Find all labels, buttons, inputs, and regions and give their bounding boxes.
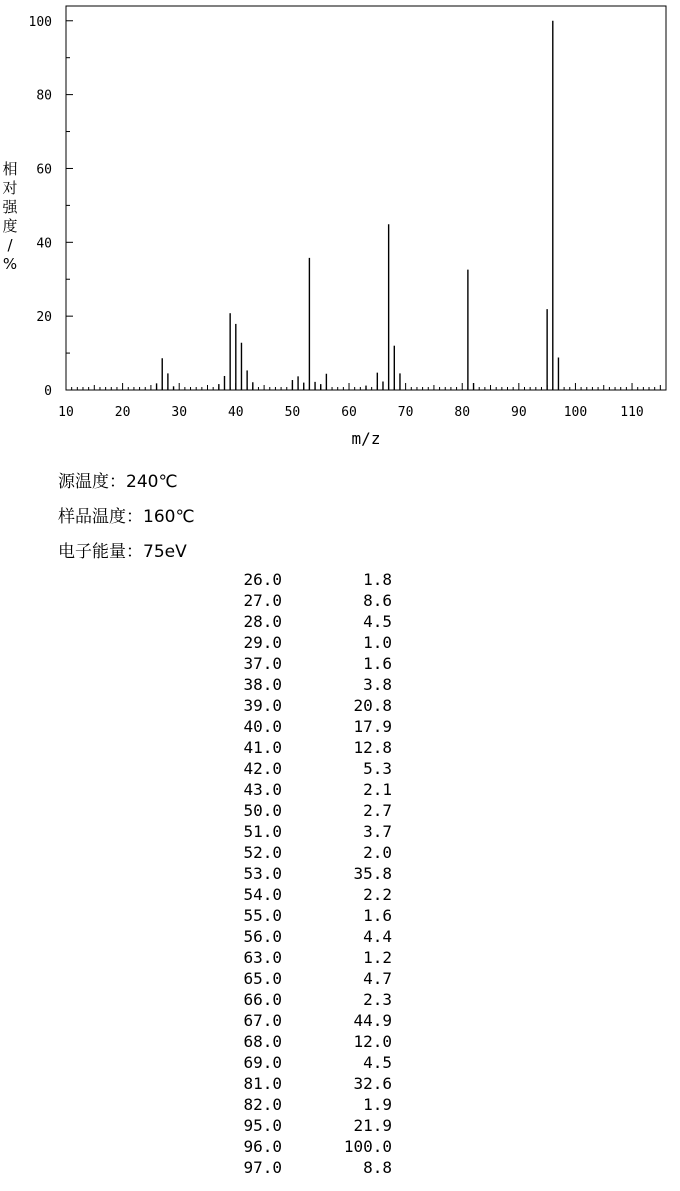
peak-intensity: 4.5: [363, 1053, 392, 1072]
peak-row: [230, 821, 392, 842]
peak-row: [230, 989, 392, 1010]
peak-intensity: 8.8: [363, 1158, 392, 1177]
x-tick-label: 40: [227, 405, 244, 420]
peak-intensity: 1.0: [363, 633, 392, 652]
peak-row: [230, 884, 392, 905]
peak-row: [230, 947, 392, 968]
x-tick-label: 50: [284, 405, 301, 420]
y-tick-label: 20: [36, 310, 52, 326]
y-tick-label: 100: [28, 14, 52, 30]
peak-intensity: 8.6: [363, 591, 392, 610]
peak-mz: 27.0: [243, 591, 282, 610]
peak-mz: 67.0: [243, 1011, 282, 1030]
plot-frame: [66, 6, 666, 390]
x-tick-label: 80: [454, 405, 471, 420]
peak-row: [230, 716, 392, 737]
peak-row: [230, 842, 392, 863]
peak-row: [230, 758, 392, 779]
peak-mz: 29.0: [243, 633, 282, 652]
peak-mz: 65.0: [243, 969, 282, 988]
x-axis-ticks: [58, 383, 666, 420]
peak-mz: 28.0: [243, 612, 282, 631]
peak-row: [230, 611, 392, 632]
peak-row: [230, 863, 392, 884]
y-tick-label: 80: [36, 88, 52, 104]
peak-row: [230, 674, 392, 695]
peak-mz: 43.0: [243, 780, 282, 799]
x-tick-label: 30: [171, 405, 188, 420]
peak-row: [230, 1052, 392, 1073]
y-tick-label: 40: [36, 236, 52, 252]
peak-row: [230, 779, 392, 800]
peak-intensity: 44.9: [353, 1011, 392, 1030]
y-axis-title-char: 度: [2, 217, 18, 235]
peak-mz: 26.0: [243, 570, 282, 589]
peak-intensity: 32.6: [353, 1074, 392, 1093]
peak-mz: 82.0: [243, 1095, 282, 1114]
peak-mz: 95.0: [243, 1116, 282, 1135]
peak-mz: 54.0: [243, 885, 282, 904]
peak-row: [230, 1136, 392, 1157]
peak-intensity: 1.6: [363, 654, 392, 673]
peak-mz: 53.0: [243, 864, 282, 883]
peak-mz: 66.0: [243, 990, 282, 1009]
peak-intensity: 21.9: [353, 1116, 392, 1135]
peak-mz: 41.0: [243, 738, 282, 757]
peak-intensity: 2.0: [363, 843, 392, 862]
y-tick-label: 60: [36, 162, 52, 178]
peak-row: [230, 632, 392, 653]
peak-row: [230, 1073, 392, 1094]
mass-spectrum-chart: [0, 0, 680, 460]
peak-mz: 39.0: [243, 696, 282, 715]
peak-mz: 55.0: [243, 906, 282, 925]
peak-intensity: 20.8: [353, 696, 392, 715]
peak-intensity: 1.9: [363, 1095, 392, 1114]
peak-row: [230, 590, 392, 611]
x-axis-title: m/z: [351, 429, 381, 448]
x-tick-label: 20: [114, 405, 131, 420]
peak-intensity: 35.8: [353, 864, 392, 883]
y-axis-title: [2, 160, 18, 273]
peak-intensity: 4.5: [363, 612, 392, 631]
peak-row: [230, 800, 392, 821]
peak-intensity: 17.9: [353, 717, 392, 736]
peak-intensity: 3.7: [363, 822, 392, 841]
y-axis-title-char: 对: [2, 179, 18, 197]
peak-row: [230, 1031, 392, 1052]
y-axis-title-char: /: [7, 236, 13, 254]
peak-intensity: 1.6: [363, 906, 392, 925]
peak-row: [230, 1094, 392, 1115]
y-axis-title-char: 相: [2, 160, 18, 178]
peak-intensity: 4.7: [363, 969, 392, 988]
peak-intensity: 3.8: [363, 675, 392, 694]
peak-intensity: 5.3: [363, 759, 392, 778]
x-tick-label: 70: [397, 405, 414, 420]
peak-mz: 97.0: [243, 1158, 282, 1177]
peak-intensity: 100.0: [343, 1137, 392, 1156]
peak-row: [230, 695, 392, 716]
y-tick-label: 0: [44, 384, 52, 399]
x-tick-label: 100: [563, 405, 588, 420]
peak-mz: 37.0: [243, 654, 282, 673]
x-tick-label: 60: [341, 405, 357, 420]
peak-intensity: 4.4: [363, 927, 392, 946]
peak-mz: 68.0: [243, 1032, 282, 1051]
peak-mz: 40.0: [243, 717, 282, 736]
source-temperature: 源温度：240℃: [58, 472, 178, 492]
peak-intensity: 1.2: [363, 948, 392, 967]
electron-energy: 电子能量：75eV: [58, 542, 187, 562]
y-axis-title-char: %: [2, 255, 18, 273]
peak-row: [230, 926, 392, 947]
peak-mz: 50.0: [243, 801, 282, 820]
peak-intensity: 2.2: [363, 885, 392, 904]
peak-row: [230, 1010, 392, 1031]
peak-intensity: 2.7: [363, 801, 392, 820]
peak-mz: 56.0: [243, 927, 282, 946]
peak-row: [230, 737, 392, 758]
x-tick-label: 110: [620, 405, 644, 420]
peak-row: [230, 968, 392, 989]
peak-intensity: 1.8: [363, 570, 392, 589]
peak-row: [230, 905, 392, 926]
peak-row: [230, 653, 392, 674]
peak-mz: 42.0: [243, 759, 282, 778]
peak-mz: 51.0: [243, 822, 282, 841]
spectrum-bars: [157, 21, 559, 390]
peak-row: [230, 569, 392, 590]
peak-mz: 52.0: [243, 843, 282, 862]
peak-intensity: 2.1: [363, 780, 392, 799]
y-axis-title-char: 强: [2, 198, 18, 216]
peak-row: [230, 1157, 392, 1178]
x-tick-label: 90: [511, 405, 527, 420]
peak-intensity: 12.8: [353, 738, 392, 757]
peak-mz: 69.0: [243, 1053, 282, 1072]
peak-intensity: 2.3: [363, 990, 392, 1009]
peak-mz: 81.0: [243, 1074, 282, 1093]
sample-temperature: 样品温度：160℃: [58, 507, 195, 527]
x-tick-label: 10: [58, 405, 74, 420]
peak-intensity: 12.0: [353, 1032, 392, 1051]
peak-table: [230, 569, 392, 1178]
peak-row: [230, 1115, 392, 1136]
peak-mz: 63.0: [243, 948, 282, 967]
peak-mz: 38.0: [243, 675, 282, 694]
peak-mz: 96.0: [243, 1137, 282, 1156]
